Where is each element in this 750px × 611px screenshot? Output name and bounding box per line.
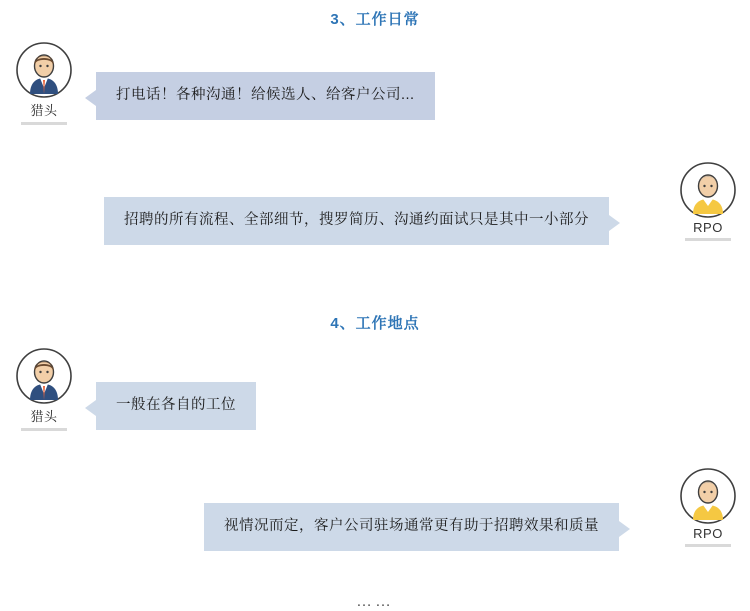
bubble-text: 打电话！各种沟通！给候选人、给客户公司... <box>116 87 415 103</box>
footer-ellipsis: …… <box>356 593 394 610</box>
bubble-rpo-work-location <box>204 503 619 551</box>
avatar-underline <box>685 544 731 547</box>
avatar-label: RPO <box>693 220 723 235</box>
avatar-headhunter-2 <box>12 348 76 431</box>
avatar-underline <box>21 428 67 431</box>
bubble-text: 一般在各自的工位 <box>116 397 236 413</box>
avatar-label: 猎头 <box>30 103 58 118</box>
headhunter-avatar-icon <box>16 348 72 404</box>
bubble-headhunter-work-daily <box>96 72 435 120</box>
avatar-underline <box>21 122 67 125</box>
bubble-rpo-work-daily <box>104 197 609 245</box>
bubble-tail <box>85 90 96 106</box>
avatar-rpo-1 <box>676 162 740 241</box>
avatar-label: 猎头 <box>30 409 58 424</box>
avatar-rpo-2 <box>676 468 740 547</box>
headhunter-avatar-icon <box>16 42 72 98</box>
rpo-avatar-icon <box>680 468 736 524</box>
bubble-tail <box>619 521 630 537</box>
bubble-tail <box>609 215 620 231</box>
bubble-tail <box>85 400 96 416</box>
bubble-headhunter-work-location <box>96 382 256 430</box>
bubble-text: 视情况而定，客户公司驻场通常更有助于招聘效果和质量 <box>224 518 599 534</box>
section-title-work-daily: 3、工作日常 <box>330 11 420 28</box>
avatar-headhunter-1 <box>12 42 76 125</box>
section-title-work-location: 4、工作地点 <box>330 315 420 332</box>
rpo-avatar-icon <box>680 162 736 218</box>
bubble-text: 招聘的所有流程、全部细节，搜罗简历、沟通约面试只是其中一小部分 <box>124 212 589 228</box>
avatar-label: RPO <box>693 526 723 541</box>
avatar-underline <box>685 238 731 241</box>
